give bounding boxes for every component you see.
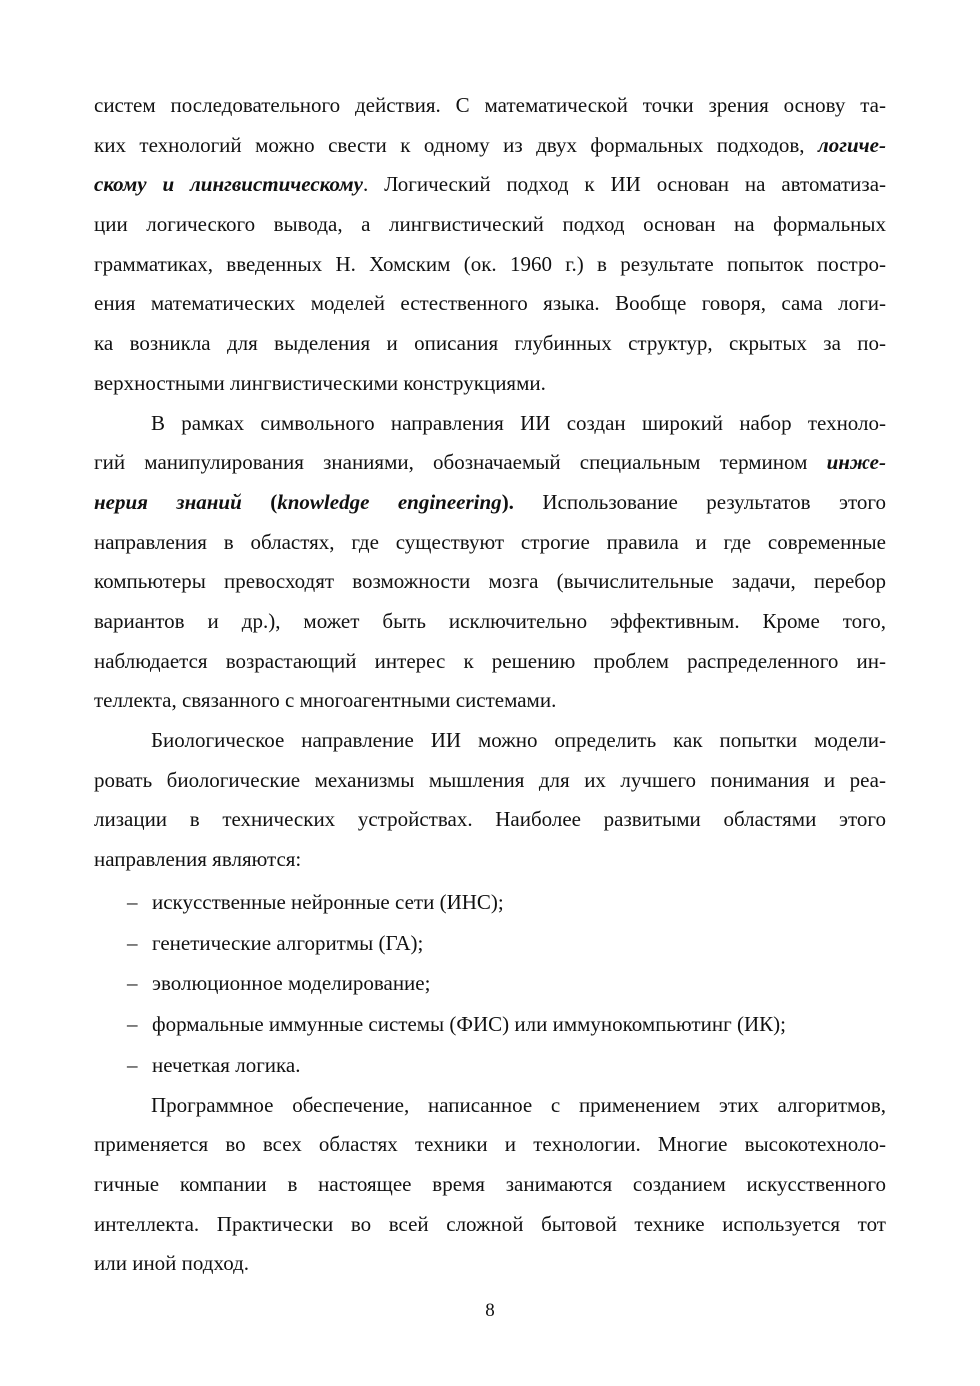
term-english: knowledge engineering <box>277 489 502 514</box>
text-line: Программное обеспечение, написанное с применением этих алгоритмов, <box>151 1092 886 1117</box>
text-line: направления в областях, где существуют строгие правила и где современные <box>94 529 886 554</box>
list-item-text: нечеткая логика. <box>152 1052 301 1077</box>
term-knowledge-engineering-cont: нерия знаний <box>94 489 242 514</box>
term-logical: логиче- <box>817 132 886 157</box>
term-knowledge-engineering: инже- <box>826 450 886 475</box>
text-line: ции логического вывода, а лингвистический подход основан на формальных <box>94 212 886 237</box>
list-item <box>94 923 886 964</box>
paragraph-4 <box>94 1086 886 1284</box>
paren-close: ). <box>501 489 514 514</box>
paragraph-3 <box>94 721 886 880</box>
text-line: ровать биологические механизмы мышления для их лучшего понимания и реа- <box>94 767 886 792</box>
text-run: ких технологий можно свести к одному из двух формальных подходов, <box>94 132 818 157</box>
text-line: применяется во всех областях техники и технологии. Многие высокотехноло- <box>94 1132 886 1157</box>
text-line: верхностными лингвистическими конструкциями. <box>94 370 546 395</box>
list-item <box>94 1045 886 1086</box>
text-line: компьютеры превосходят возможности мозга (вычислительные задачи, перебор <box>94 569 886 594</box>
text-run: Использование результатов этого <box>513 489 886 514</box>
text-run: . Логический подход к ИИ основан на автоматиза- <box>362 172 887 197</box>
list-item-text: генетические алгоритмы (ГА); <box>152 930 424 955</box>
list-item <box>94 882 886 923</box>
list-item <box>94 1004 886 1045</box>
page-number: 8 <box>485 1300 495 1321</box>
text-line <box>94 126 886 166</box>
text-line: В рамках символьного направления ИИ создан широкий набор техноло- <box>151 410 886 435</box>
paragraph-1 <box>94 86 886 404</box>
document-page <box>94 86 886 1284</box>
text-line: грамматиках, введенных Н. Хомским (ок. 1960 г.) в результате попыток постро- <box>94 251 886 276</box>
dash-bullet: – <box>127 1012 138 1037</box>
text-line: лизации в технических устройствах. Наиболее развитыми областями этого <box>94 807 886 832</box>
text-line: Биологическое направление ИИ можно определить как попытки модели- <box>151 728 886 752</box>
text-line <box>94 165 886 205</box>
dash-bullet: – <box>127 889 138 914</box>
list-item-text: эволюционное моделирование; <box>152 971 431 996</box>
list-item <box>94 963 886 1004</box>
bio-directions-list <box>94 882 886 1086</box>
text-line: интеллекта. Практически во всей сложной бытовой технике используется тот <box>94 1211 886 1236</box>
list-item-text: искусственные нейронные сети (ИНС); <box>152 889 504 914</box>
term-linguistic: скому и лингвистическому <box>94 172 363 197</box>
list-item-text: формальные иммунные системы (ФИС) или иммунокомпьютинг (ИК); <box>152 1012 786 1037</box>
text-line: ения математических моделей естественного языка. Вообще говоря, сама логи- <box>94 291 886 316</box>
paragraph-2 <box>94 404 886 722</box>
text-line: ка возникла для выделения и описания глубинных структур, скрытых за по- <box>94 331 886 356</box>
text-line: или иной подход. <box>94 1251 250 1276</box>
text-line: направления являются: <box>94 847 302 872</box>
dash-bullet: – <box>127 971 138 996</box>
text-line: теллекта, связанного с многоагентными системами. <box>94 688 557 713</box>
text-run: гий манипулирования знаниями, обозначаемый специальным термином <box>94 450 827 475</box>
text-line: гичные компании в настоящее время занимаются созданием искусственного <box>94 1172 886 1197</box>
paren-open: ( <box>241 489 278 514</box>
dash-bullet: – <box>127 930 138 955</box>
dash-bullet: – <box>127 1052 138 1077</box>
text-line <box>94 483 886 523</box>
text-line: вариантов и др.), может быть исключительно эффективным. Кроме того, <box>94 608 886 633</box>
text-line <box>94 443 886 483</box>
text-line: систем последовательного действия. С математической точки зрения основу та- <box>94 93 886 117</box>
text-line: наблюдается возрастающий интерес к решению проблем распределенного ин- <box>94 648 886 673</box>
